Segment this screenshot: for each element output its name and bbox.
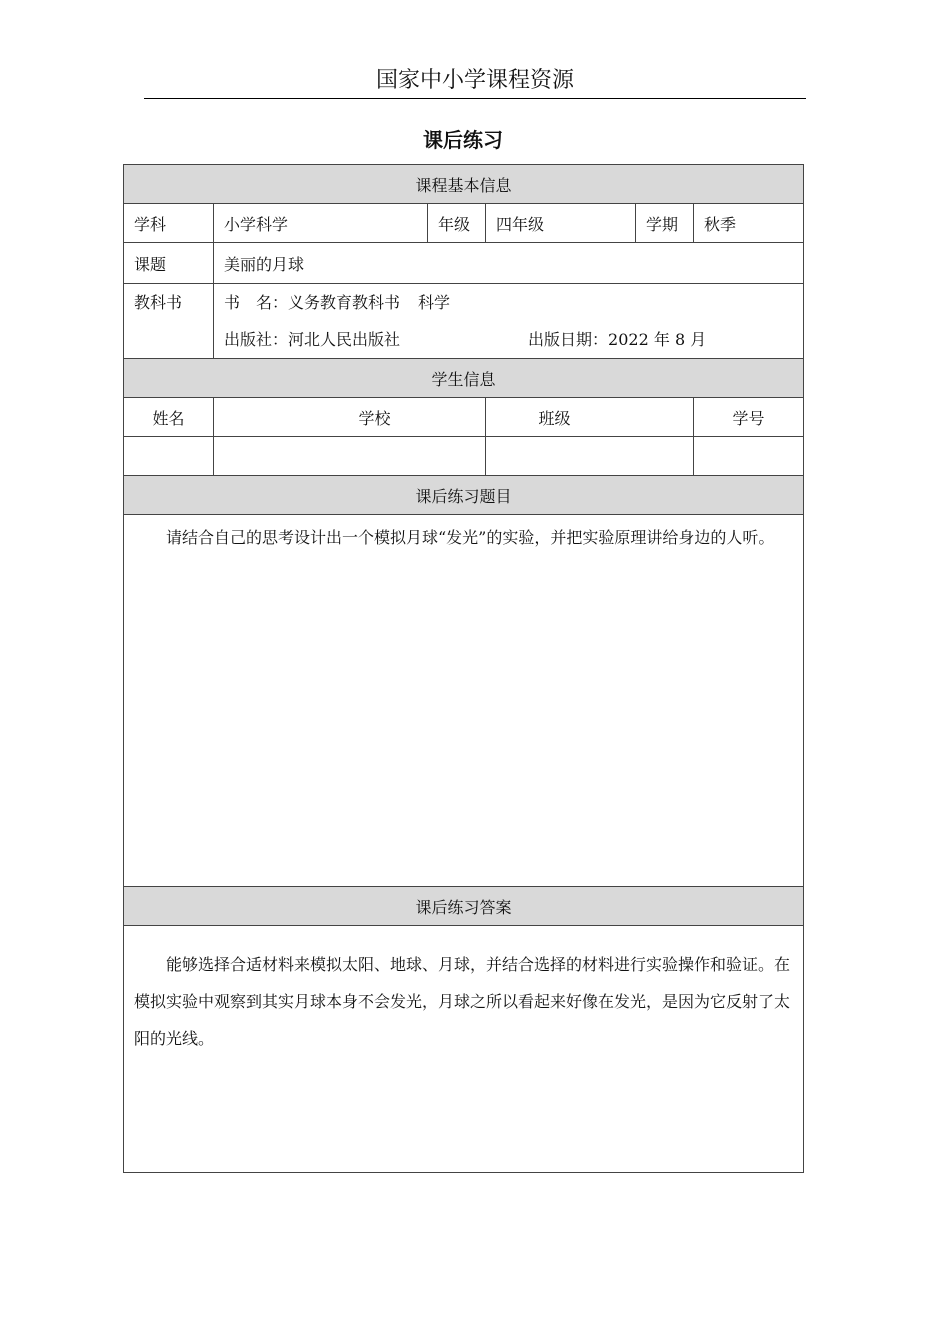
exercise-section-header: 课后练习题目 xyxy=(124,476,804,515)
student-school-field[interactable] xyxy=(214,437,486,476)
pub-date-value: 2022 年 8 月 xyxy=(608,330,707,349)
course-info-section-header: 课程基本信息 xyxy=(124,165,804,204)
book-name-line xyxy=(224,284,793,321)
student-school-header: 学校 xyxy=(214,398,486,437)
student-id-field[interactable] xyxy=(694,437,804,476)
topic-value: 美丽的月球 xyxy=(214,243,804,284)
grade-label: 年级 xyxy=(428,204,486,243)
book-name-value: 义务教育教科书 xyxy=(288,293,401,312)
textbook-label-cell xyxy=(124,284,214,359)
answer-content-cell xyxy=(124,926,804,1173)
book-subject: 科学 xyxy=(418,293,451,312)
pub-date-label: 出版日期： xyxy=(528,330,609,349)
subject-value: 小学科学 xyxy=(214,204,428,243)
grade-value: 四年级 xyxy=(486,204,636,243)
exercise-form-table xyxy=(123,164,804,1173)
student-name-header: 姓名 xyxy=(124,398,214,437)
term-value: 秋季 xyxy=(694,204,804,243)
answer-section-header: 课后练习答案 xyxy=(124,887,804,926)
term-label: 学期 xyxy=(636,204,694,243)
textbook-details xyxy=(214,284,804,359)
answer-text: 能够选择合适材料来模拟太阳、地球、月球，并结合选择的材料进行实验操作和验证。在模拟实验中观察到其实月球本身不会发光，月球之所以看起来好像在发光，是因为它反射了太阳的光线。 xyxy=(134,955,791,1048)
publisher-label: 出版社： xyxy=(224,330,289,349)
exercise-content-cell xyxy=(124,515,804,887)
textbook-label: 教科书 xyxy=(134,293,183,312)
student-class-header: 班级 xyxy=(486,398,694,437)
student-info-section-header: 学生信息 xyxy=(124,359,804,398)
topic-label: 课题 xyxy=(124,243,214,284)
header-title: 国家中小学课程资源 xyxy=(375,68,574,93)
publisher-value: 河北人民出版社 xyxy=(288,330,401,349)
book-name-label: 书 名： xyxy=(224,293,289,312)
subject-label: 学科 xyxy=(124,204,214,243)
exercise-question-text: 请结合自己的思考设计出一个模拟月球“发光”的实验，并把实验原理讲给身边的人听。 xyxy=(166,528,775,547)
student-id-header: 学号 xyxy=(694,398,804,437)
document-title: 课后练习 xyxy=(423,128,503,152)
publisher-line xyxy=(224,321,793,358)
student-class-field[interactable] xyxy=(486,437,694,476)
header-rule xyxy=(144,98,806,99)
student-name-field[interactable] xyxy=(124,437,214,476)
